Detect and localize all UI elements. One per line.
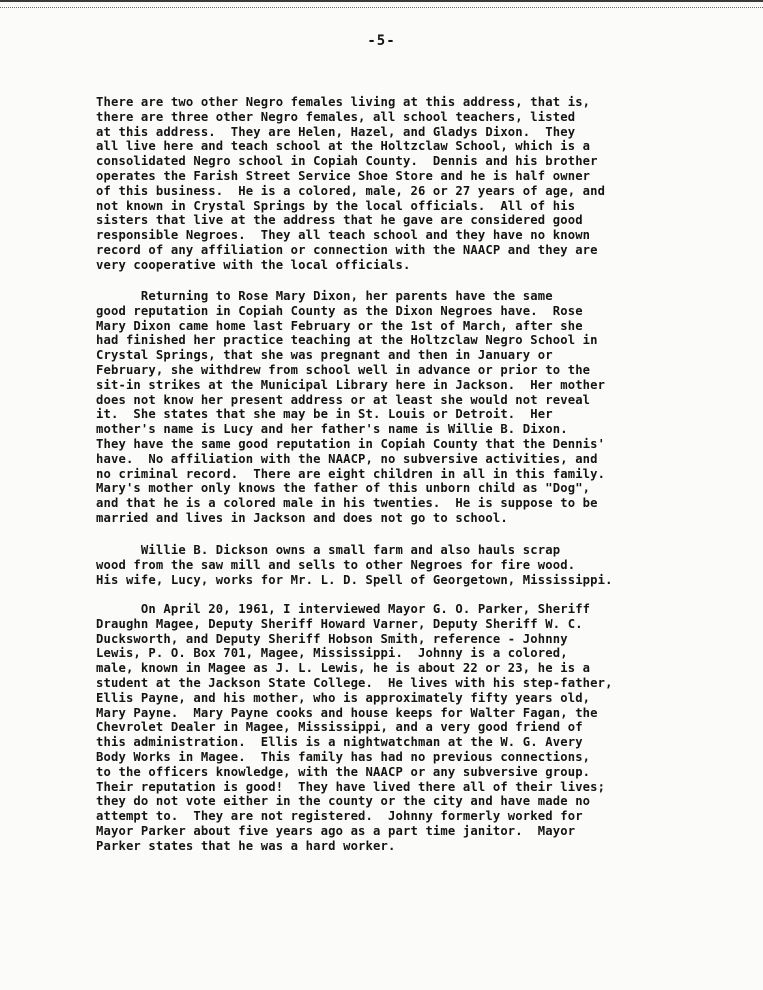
paragraph-johnny-lewis-interview: On April 20, 1961, I interviewed Mayor G. O. Parker, Sheriff Draughn Magee, Deputy Sheriff Howard Varner, Deputy Sheriff W. C. Ducksworth, and Deputy Sheriff Hobson Smith, reference - Johnny Lewis, P. O. Box 701, Magee, Mississippi. Johnny is a colored, male, known in Magee as J. L. Lewis, he is about 22 or 23, he is a student at the Jackson State College. He lives with his step-father, Ellis Payne, and his mother, who is approximately fifty years old, Mary Payne. Mary Payne cooks and house keeps for Walter Fagan, the Chevrolet Dealer in Magee, Mississippi, and a very good friend of this administration. Ellis is a nightwatchman at the W. G. Avery Body Works in Magee. This family has had no previous connections, to the officers knowledge, with the NAACP or any subversive group. Their reputation is good! They have lived there all of their lives; they do not vote either in the county or the city and have made no attempt to. They are not registered. Johnny formerly worked for Mayor Parker about five years ago as a part time janitor. Mayor Parker states that he was a hard worker. bbox=[96, 602, 613, 853]
page-number: -5- bbox=[367, 33, 396, 49]
paragraph-willie-dickson: Willie B. Dickson owns a small farm and also hauls scrap wood from the saw mill and sells to other Negroes for fire wood. His wife, Lucy, works for Mr. L. D. Spell of Georgetown, Mississippi. bbox=[96, 543, 613, 587]
top-edge-rule bbox=[0, 0, 763, 8]
paragraph-rose-mary-dixon: Returning to Rose Mary Dixon, her parents have the same good reputation in Copiah County as the Dixon Negroes have. Rose Mary Dixon came home last February or the 1st of March, after she had finished her practice teaching at the Holtzclaw Negro School in Crystal Springs, that she was pregnant and then in January or February, she withdrew from school well in advance or prior to the sit-in strikes at the Municipal Library here in Jackson. Her mother does not know her present address or at least she would not reveal it. She states that she may be in St. Louis or Detroit. Her mother's name is Lucy and her father's name is Willie B. Dixon. They have the same good reputation in Copiah County that the Dennis' have. No affiliation with the NAACP, no subversive activities, and no criminal record. There are eight children in all in this family. Mary's mother only knows the father of this unborn child as "Dog", and that he is a colored male in his twenties. He is suppose to be married and lives in Jackson and does not go to school. bbox=[96, 289, 606, 525]
paragraph-dixon-sisters: There are two other Negro females living at this address, that is, there are three other Negro females, all school teachers, listed at this address. They are Helen, Hazel, and Gladys Dixon. They all live here and teach school at the Holtzclaw School, which is a consolidated Negro school in Copiah County. Dennis and his brother operates the Farish Street Service Shoe Store and he is half owner of this business. He is a colored, male, 26 or 27 years of age, and not known in Crystal Springs by the local officials. All of his sisters that live at the address that he gave are considered good responsible Negroes. They all teach school and they have no known record of any affiliation or connection with the NAACP and they are very cooperative with the local officials. bbox=[96, 95, 606, 272]
